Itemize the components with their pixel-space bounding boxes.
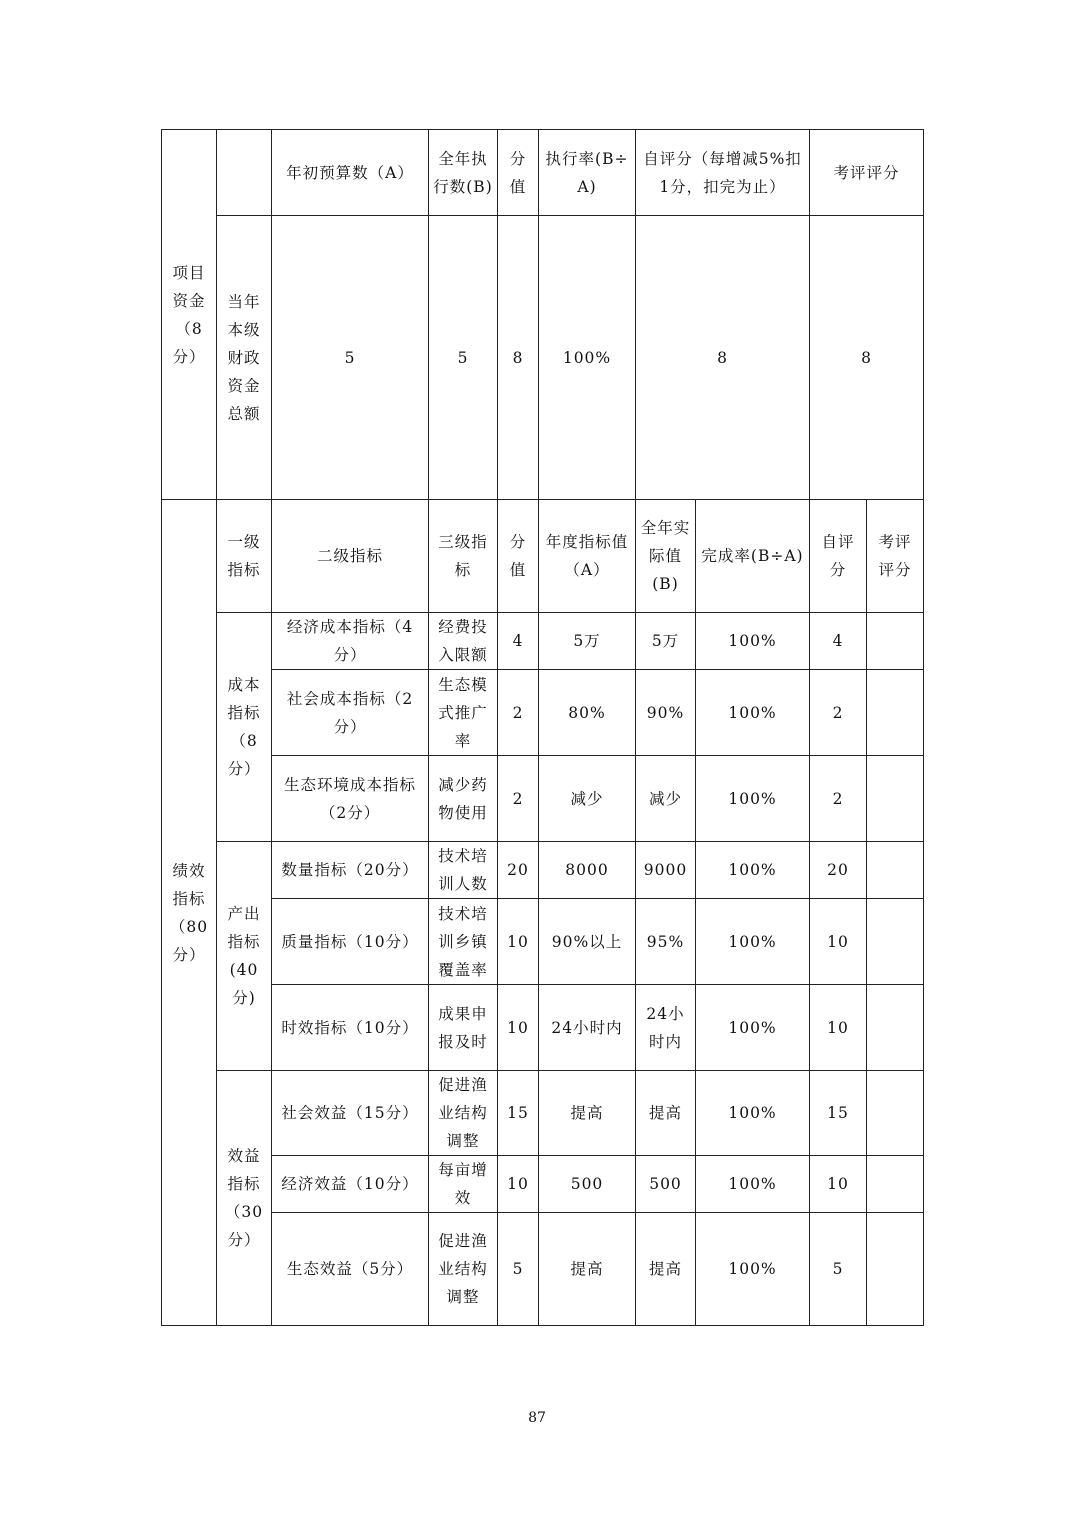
row-level2: 社会成本指标（2分） <box>272 670 429 756</box>
group-cost-label: 成本指标（8分） <box>217 613 272 842</box>
perf-section-label: 绩效指标（80分） <box>162 500 217 1326</box>
row-score: 10 <box>498 985 539 1071</box>
header-perf-score: 分值 <box>498 500 539 613</box>
row-level3: 促进渔业结构调整 <box>429 1071 498 1156</box>
row-target: 提高 <box>539 1213 636 1326</box>
row-self: 2 <box>810 670 867 756</box>
row-target: 24小时内 <box>539 985 636 1071</box>
row-self: 4 <box>810 613 867 670</box>
row-level2: 经济成本指标（4分） <box>272 613 429 670</box>
row-completion: 100% <box>696 613 810 670</box>
row-score: 15 <box>498 1071 539 1156</box>
row-level3: 每亩增效 <box>429 1156 498 1213</box>
row-self: 10 <box>810 1156 867 1213</box>
row-completion: 100% <box>696 756 810 842</box>
row-actual: 提高 <box>636 1213 696 1326</box>
row-level3: 技术培训人数 <box>429 842 498 899</box>
funds-self-score: 8 <box>636 216 810 500</box>
row-level2: 经济效益（10分） <box>272 1156 429 1213</box>
row-review <box>867 985 924 1071</box>
row-level3: 经费投入限额 <box>429 613 498 670</box>
group-output-label: 产出指标(40分) <box>217 842 272 1071</box>
row-score: 2 <box>498 756 539 842</box>
row-self: 20 <box>810 842 867 899</box>
row-target: 90%以上 <box>539 899 636 985</box>
header-level2: 二级指标 <box>272 500 429 613</box>
header-target: 年度指标值（A） <box>539 500 636 613</box>
row-score: 2 <box>498 670 539 756</box>
row-level2: 生态环境成本指标（2分） <box>272 756 429 842</box>
header-completion: 完成率(B÷A) <box>696 500 810 613</box>
row-target: 提高 <box>539 1071 636 1156</box>
row-level2: 时效指标（10分） <box>272 985 429 1071</box>
row-self: 10 <box>810 899 867 985</box>
row-actual: 95% <box>636 899 696 985</box>
row-completion: 100% <box>696 670 810 756</box>
row-level2: 数量指标（20分） <box>272 842 429 899</box>
funds-score: 8 <box>498 216 539 500</box>
row-level3: 减少药物使用 <box>429 756 498 842</box>
row-actual: 提高 <box>636 1071 696 1156</box>
row-review <box>867 842 924 899</box>
header-review: 考评评分 <box>810 130 924 216</box>
row-completion: 100% <box>696 842 810 899</box>
row-self: 15 <box>810 1071 867 1156</box>
header-self: 自评分 <box>810 500 867 613</box>
row-actual: 9000 <box>636 842 696 899</box>
row-review <box>867 1156 924 1213</box>
header-level1: 一级指标 <box>217 500 272 613</box>
row-review <box>867 1071 924 1156</box>
row-level3: 成果申报及时 <box>429 985 498 1071</box>
row-level3: 技术培训乡镇覆盖率 <box>429 899 498 985</box>
header-exec-rate: 执行率(B÷A) <box>539 130 636 216</box>
row-target: 减少 <box>539 756 636 842</box>
row-self: 2 <box>810 756 867 842</box>
header-actual: 全年实际值(B) <box>636 500 696 613</box>
row-review <box>867 1213 924 1326</box>
header-budget-a: 年初预算数（A） <box>272 130 429 216</box>
row-review <box>867 613 924 670</box>
row-target: 500 <box>539 1156 636 1213</box>
row-actual: 5万 <box>636 613 696 670</box>
funds-row-label: 当年本级财政资金总额 <box>217 216 272 500</box>
group-benefit-label: 效益指标（30分） <box>217 1071 272 1326</box>
row-completion: 100% <box>696 1156 810 1213</box>
row-completion: 100% <box>696 1071 810 1156</box>
row-self: 5 <box>810 1213 867 1326</box>
header-score: 分值 <box>498 130 539 216</box>
funds-section-label: 项目资金（8分） <box>162 130 217 500</box>
row-completion: 100% <box>696 985 810 1071</box>
row-level3: 促进渔业结构调整 <box>429 1213 498 1326</box>
row-target: 8000 <box>539 842 636 899</box>
funds-budget-a: 5 <box>272 216 429 500</box>
header-level3: 三级指标 <box>429 500 498 613</box>
row-target: 5万 <box>539 613 636 670</box>
row-score: 10 <box>498 899 539 985</box>
row-score: 5 <box>498 1213 539 1326</box>
row-actual: 500 <box>636 1156 696 1213</box>
funds-header-blank <box>217 130 272 216</box>
header-exec-b: 全年执行数(B) <box>429 130 498 216</box>
row-score: 10 <box>498 1156 539 1213</box>
funds-exec-rate: 100% <box>539 216 636 500</box>
header-self-eval: 自评分（每增减5%扣1分，扣完为止） <box>636 130 810 216</box>
performance-table <box>161 129 924 1326</box>
row-score: 4 <box>498 613 539 670</box>
row-level2: 生态效益（5分） <box>272 1213 429 1326</box>
row-review <box>867 670 924 756</box>
row-score: 20 <box>498 842 539 899</box>
row-level2: 社会效益（15分） <box>272 1071 429 1156</box>
funds-exec-b: 5 <box>429 216 498 500</box>
row-level2: 质量指标（10分） <box>272 899 429 985</box>
row-review <box>867 899 924 985</box>
row-level3: 生态模式推广率 <box>429 670 498 756</box>
row-self: 10 <box>810 985 867 1071</box>
row-target: 80% <box>539 670 636 756</box>
page-number: 87 <box>528 1410 546 1426</box>
row-completion: 100% <box>696 1213 810 1326</box>
row-completion: 100% <box>696 899 810 985</box>
header-review-score: 考评评分 <box>867 500 924 613</box>
row-actual: 减少 <box>636 756 696 842</box>
row-review <box>867 756 924 842</box>
funds-review-score: 8 <box>810 216 924 500</box>
row-actual: 90% <box>636 670 696 756</box>
row-actual: 24小时内 <box>636 985 696 1071</box>
